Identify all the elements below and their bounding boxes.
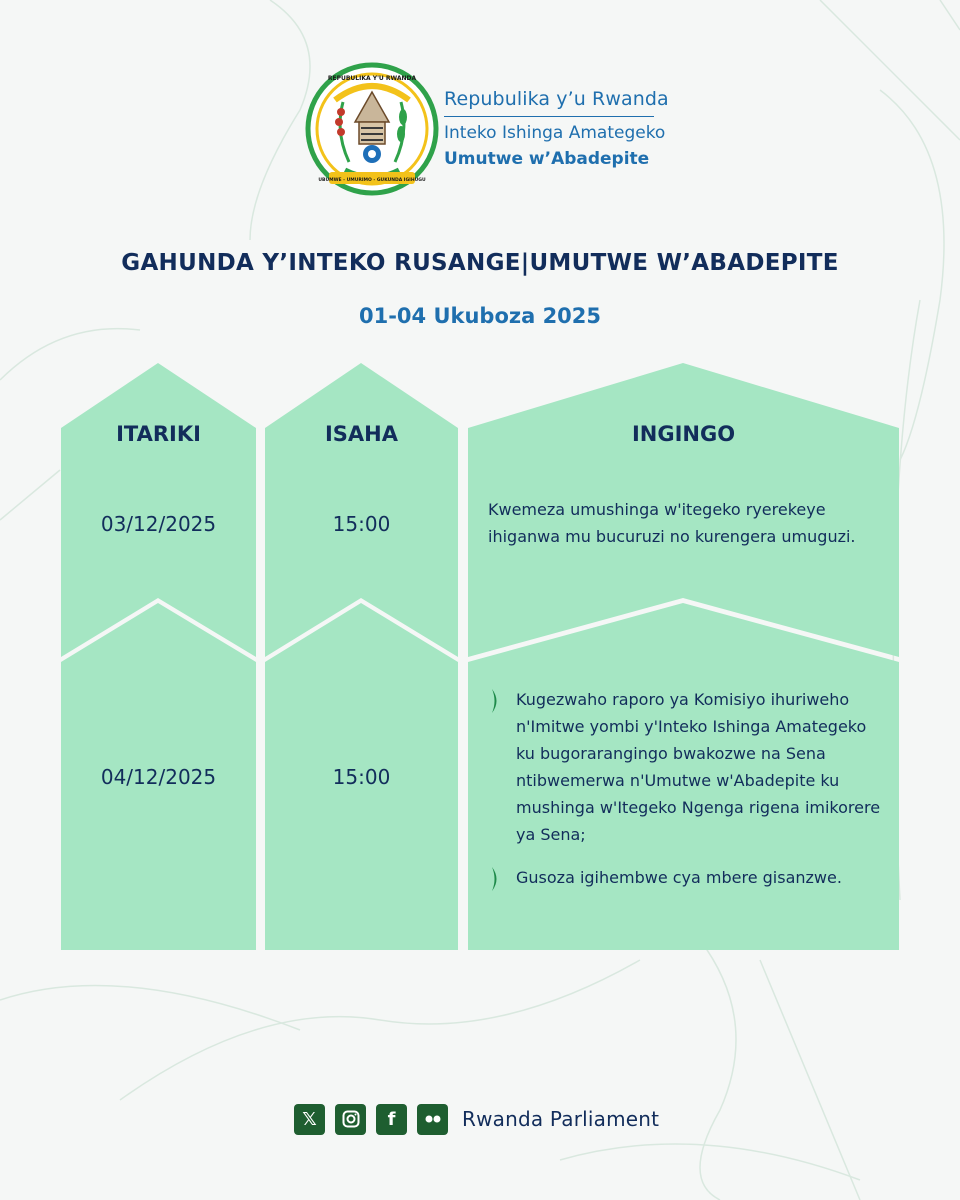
column-header-date: ITARIKI [116,422,201,446]
row2-date: 04/12/2025 [100,765,217,789]
page-subtitle-date-range: 01-04 Ukuboza 2025 [358,304,602,328]
footer-social [294,1103,659,1135]
row1-time: 15:00 [332,512,391,536]
header-chamber-name: Umutwe w’Abadepite [444,149,650,169]
x-icon[interactable]: 𝕏 [294,1104,325,1135]
row2-item1-line: ya Sena; [516,825,586,844]
row2-item1-line: ku bugorarangingo bwakozwe na Sena [516,744,826,763]
page-title: GAHUNDA Y’INTEKO RUSANGE|UMUTWE W’ABADEPITE [121,250,839,276]
footer-account-name: Rwanda Parliament [462,1107,660,1131]
instagram-icon[interactable] [335,1104,366,1135]
row1-topic [488,496,856,550]
row2-item1-line: Kugezwaho raporo ya Komisiyo ihuriweho [516,690,850,709]
header-parliament-name: Inteko Ishinga Amategeko [444,123,666,143]
row2-topic-item-1 [516,686,880,848]
column-header-topic: INGINGO [631,422,736,446]
row2-item1-line: ntibwemerwa n'Umutwe w'Abadepite ku [516,771,840,790]
row2-item2-line: Gusoza igihembwe cya mbere gisanzwe. [516,868,842,887]
emblem-ring-text-bottom: UBUMWE - UMURIMO - GUKUNDA IGIHUGU [318,178,426,183]
row1-topic-line: ihiganwa mu bucuruzi no kurengera umuguzi. [488,527,856,546]
flickr-icon[interactable] [417,1104,448,1135]
row2-topic-item-2 [516,864,842,891]
row2-item1-line: mushinga w'Itegeko Ngenga rigena imikorere [516,798,881,817]
facebook-icon[interactable]: f [376,1104,407,1135]
header-republic-name: Repubulika y’u Rwanda [444,88,669,110]
emblem-ring-text-top: REPUBULIKA Y'U RWANDA [327,75,417,82]
leaf-bullet-icon [488,688,502,714]
column-header-time: ISAHA [324,422,399,446]
row2-item1-line: n'Imitwe yombi y'Inteko Ishinga Amategeko [516,717,867,736]
row1-date: 03/12/2025 [100,512,217,536]
row1-topic-line: Kwemeza umushinga w'itegeko ryerekeye [488,500,826,519]
leaf-bullet-icon [488,866,502,892]
row2-time: 15:00 [332,765,391,789]
